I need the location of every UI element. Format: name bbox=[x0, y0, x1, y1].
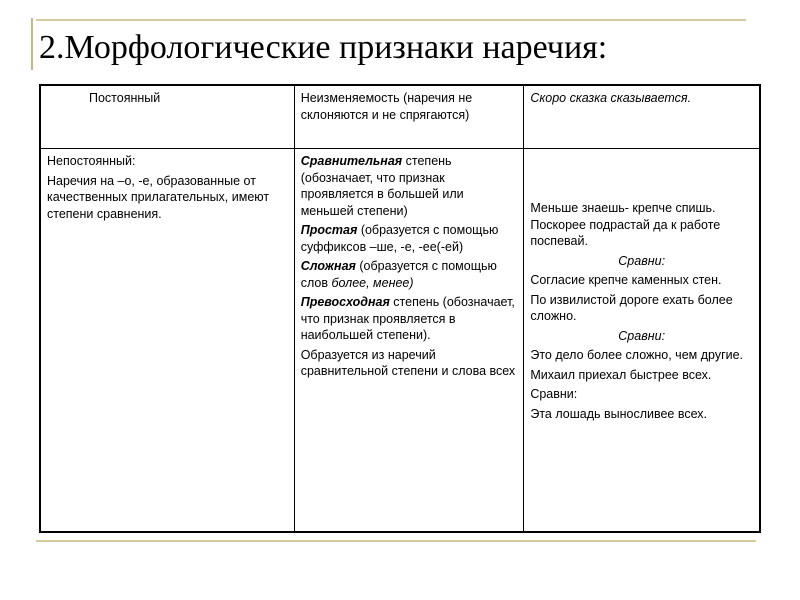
morphology-table bbox=[39, 84, 761, 533]
example-line-3: По извилистой дороге ехать более сложно. bbox=[530, 292, 733, 323]
cell-nonconstant bbox=[40, 149, 294, 533]
header-constant-label: Постоянный bbox=[89, 91, 161, 105]
top-divider bbox=[36, 19, 746, 21]
compare-label-2: Сравни: bbox=[618, 328, 666, 343]
example-line-2: Согласие крепче каменных стен. bbox=[530, 273, 722, 287]
complex-words: более, менее) bbox=[331, 275, 414, 290]
example-line-5: Михаил приехал быстрее всех. bbox=[530, 367, 712, 382]
complex-term: Сложная bbox=[300, 259, 356, 273]
comparative-term: Сравнительная bbox=[300, 154, 403, 168]
cell-degrees bbox=[294, 149, 524, 533]
nonconstant-label: Непостоянный: bbox=[47, 154, 136, 168]
header-cell-constant bbox=[40, 85, 294, 149]
example-line-6: Эта лошадь выносливее всех. bbox=[530, 406, 708, 421]
comparative-rest: степень (обозначает, что признак проявляется в большей или меньшей степени) bbox=[300, 154, 464, 218]
simple-term: Простая bbox=[300, 223, 358, 237]
example-line-1: Меньше знаешь- крепче спишь. Поскорее подрастай да к работе поспевай. bbox=[530, 201, 721, 248]
examples-spacer bbox=[530, 153, 753, 200]
compare-label-1: Сравни: bbox=[618, 253, 666, 268]
table-row-nonconstant bbox=[40, 149, 760, 533]
superlative-term: Превосходная bbox=[300, 295, 390, 309]
superlative-rest: степень (обозначает, что признак проявляется в наибольшей степени). bbox=[300, 295, 515, 342]
superlative-degree-text bbox=[301, 294, 518, 344]
complex-rest: (образуется с помощью слов bbox=[300, 259, 497, 290]
bottom-divider bbox=[36, 540, 756, 542]
nonconstant-description: Наречия на –о, -е, образованные от качественных прилагательных, имеют степени сравнения. bbox=[47, 173, 270, 221]
accent-vertical-line bbox=[31, 18, 33, 70]
cell-examples bbox=[524, 149, 760, 533]
complex-form-text bbox=[301, 258, 518, 291]
slide-title: 2.Морфологические признаки наречия: bbox=[39, 29, 608, 66]
header-cell-invariability bbox=[294, 85, 524, 149]
compare-label-3: Сравни: bbox=[530, 387, 578, 401]
formation-text: Образуется из наречий сравнительной степени и слова всех bbox=[300, 347, 516, 378]
header-invariability-text: Неизменяемость (наречия не склоняются и не спрягаются) bbox=[300, 91, 473, 122]
simple-rest: (образуется с помощью суффиксов –ше, -е, -ее(-ей) bbox=[300, 223, 499, 254]
table-header-row bbox=[40, 85, 760, 149]
simple-form-text bbox=[301, 222, 518, 255]
example-line-4: Это дело более сложно, чем другие. bbox=[530, 348, 744, 362]
comparative-degree-text bbox=[301, 153, 518, 219]
header-example-text: Скоро сказка сказывается. bbox=[530, 91, 692, 105]
header-cell-example bbox=[524, 85, 760, 149]
